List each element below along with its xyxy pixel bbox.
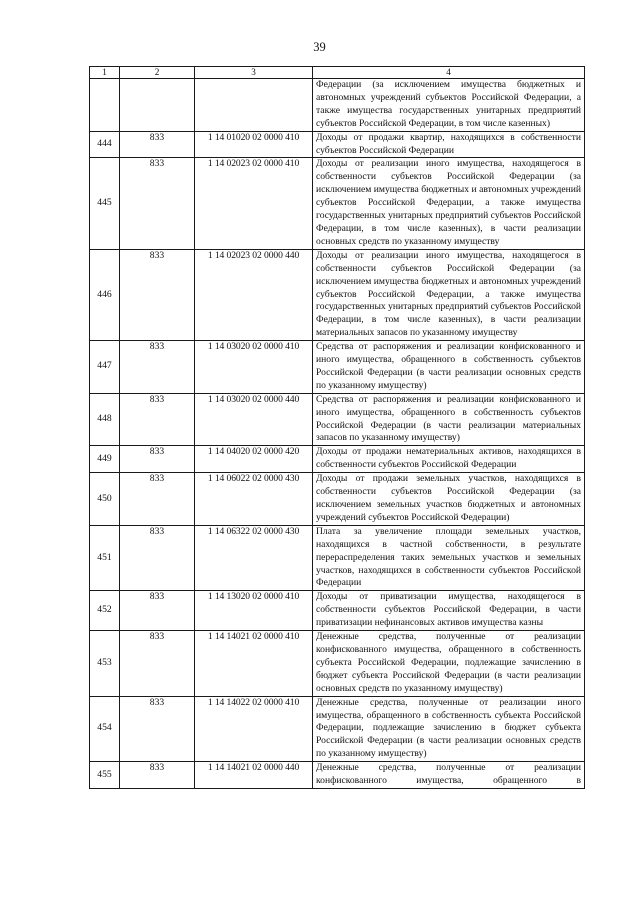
description-cell: Доходы от продажи квартир, находящихся в собственности субъектов Российской Федерации bbox=[313, 131, 585, 158]
table-row bbox=[90, 158, 585, 249]
table-row bbox=[90, 473, 585, 526]
table-row bbox=[90, 525, 585, 591]
budget-code-cell: 1 14 03020 02 0000 410 bbox=[195, 341, 313, 394]
description-cell: Средства от распоряжения и реализации конфискованного и иного имущества, обращенного в собственность субъектов Российской Федерации (в части реализации основных средств по указанному имуществу) bbox=[313, 341, 585, 394]
budget-code-cell: 1 14 02023 02 0000 410 bbox=[195, 158, 313, 249]
table-row bbox=[90, 762, 585, 789]
budget-code-cell: 1 14 02023 02 0000 440 bbox=[195, 249, 313, 340]
table-row bbox=[90, 631, 585, 697]
row-number-cell: 450 bbox=[90, 473, 120, 526]
budget-code-cell: 1 14 04020 02 0000 420 bbox=[195, 446, 313, 473]
revenue-table bbox=[89, 66, 585, 789]
table-row bbox=[90, 131, 585, 158]
budget-code-cell: 1 14 03020 02 0000 440 bbox=[195, 393, 313, 446]
description-cell: Доходы от реализации иного имущества, находящегося в собственности субъектов Российской Федерации (за исключением имущества бюджетных и автономных учреждений субъектов Российской Федерации, а также имущества государственных унитарных предприятий субъектов Российской Федерации, в том числе казенных), в части реализации основных средств по указанному имуществу bbox=[313, 158, 585, 249]
table-row bbox=[90, 79, 585, 132]
admin-code-cell: 833 bbox=[120, 473, 195, 526]
description-cell: Федерации (за исключением имущества бюджетных и автономных учреждений субъектов Российской Федерации, а также имущества государственных унитарных предприятий субъектов Российской Федерации, в том числе казенных) bbox=[313, 79, 585, 132]
row-number-cell: 453 bbox=[90, 631, 120, 697]
column-header-1: 1 bbox=[90, 67, 120, 79]
admin-code-cell: 833 bbox=[120, 696, 195, 762]
row-number-cell: 455 bbox=[90, 762, 120, 789]
admin-code-cell: 833 bbox=[120, 591, 195, 631]
budget-code-cell: 1 14 14021 02 0000 440 bbox=[195, 762, 313, 789]
description-cell: Денежные средства, полученные от реализации конфискованного имущества, обращенного в bbox=[313, 762, 585, 789]
table-row bbox=[90, 249, 585, 340]
budget-code-cell: 1 14 14022 02 0000 410 bbox=[195, 696, 313, 762]
admin-code-cell: 833 bbox=[120, 249, 195, 340]
budget-code-cell: 1 14 01020 02 0000 410 bbox=[195, 131, 313, 158]
description-cell: Доходы от продажи земельных участков, находящихся в собственности субъектов Российской Федерации (за исключением земельных участков бюджетных и автономных учреждений субъектов Российской Федерации) bbox=[313, 473, 585, 526]
row-number-cell: 446 bbox=[90, 249, 120, 340]
description-cell: Плата за увеличение площади земельных участков, находящихся в частной собственности, в результате перераспределения таких земельных участков и земельных участков, находящихся в собственности субъектов Российской Федерации bbox=[313, 525, 585, 591]
table-row bbox=[90, 341, 585, 394]
row-number-cell: 449 bbox=[90, 446, 120, 473]
budget-code-cell: 1 14 14021 02 0000 410 bbox=[195, 631, 313, 697]
row-number-cell: 445 bbox=[90, 158, 120, 249]
row-number-cell: 451 bbox=[90, 525, 120, 591]
table-row bbox=[90, 591, 585, 631]
table-row bbox=[90, 446, 585, 473]
budget-code-cell: 1 14 06022 02 0000 430 bbox=[195, 473, 313, 526]
description-cell: Денежные средства, полученные от реализации конфискованного имущества, обращенного в собственность субъекта Российской Федерации, подлежащие зачислению в бюджет субъекта Российской Федерации (в части реализации основных средств по указанному имуществу) bbox=[313, 631, 585, 697]
table-row bbox=[90, 393, 585, 446]
row-number-cell: 444 bbox=[90, 131, 120, 158]
admin-code-cell: 833 bbox=[120, 631, 195, 697]
row-number-cell: 452 bbox=[90, 591, 120, 631]
page-number: 39 bbox=[313, 40, 326, 54]
admin-code-cell: 833 bbox=[120, 131, 195, 158]
admin-code-cell: 833 bbox=[120, 525, 195, 591]
description-cell: Денежные средства, полученные от реализации иного имущества, обращенного в собственность субъекта Российской Федерации, подлежащие зачислению в бюджет субъекта Российской Федерации (в части реализации основных средств по указанному имуществу) bbox=[313, 696, 585, 762]
row-number-cell: 454 bbox=[90, 696, 120, 762]
column-header-2: 2 bbox=[120, 67, 195, 79]
admin-code-cell: 833 bbox=[120, 158, 195, 249]
description-cell: Доходы от реализации иного имущества, находящегося в собственности субъектов Российской Федерации (за исключением имущества бюджетных и автономных учреждений субъектов Российской Федерации, а также имущества государственных унитарных предприятий субъектов Российской Федерации, в том числе казенных), в части реализации материальных запасов по указанному имуществу bbox=[313, 249, 585, 340]
budget-code-cell bbox=[195, 79, 313, 132]
admin-code-cell: 833 bbox=[120, 341, 195, 394]
column-header-4: 4 bbox=[313, 67, 585, 79]
admin-code-cell: 833 bbox=[120, 762, 195, 789]
row-number-cell: 448 bbox=[90, 393, 120, 446]
budget-code-cell: 1 14 13020 02 0000 410 bbox=[195, 591, 313, 631]
admin-code-cell: 833 bbox=[120, 446, 195, 473]
description-cell: Доходы от продажи нематериальных активов, находящихся в собственности субъектов Российской Федерации bbox=[313, 446, 585, 473]
table-header-row bbox=[90, 67, 585, 79]
admin-code-cell: 833 bbox=[120, 393, 195, 446]
row-number-cell bbox=[90, 79, 120, 132]
table-row bbox=[90, 696, 585, 762]
description-cell: Средства от распоряжения и реализации конфискованного и иного имущества, обращенного в собственность субъектов Российской Федерации (в части реализации материальных запасов по указанному имуществу) bbox=[313, 393, 585, 446]
admin-code-cell bbox=[120, 79, 195, 132]
description-cell: Доходы от приватизации имущества, находящегося в собственности субъектов Российской Федерации, в части приватизации нефинансовых активов имущества казны bbox=[313, 591, 585, 631]
budget-code-cell: 1 14 06322 02 0000 430 bbox=[195, 525, 313, 591]
column-header-3: 3 bbox=[195, 67, 313, 79]
row-number-cell: 447 bbox=[90, 341, 120, 394]
